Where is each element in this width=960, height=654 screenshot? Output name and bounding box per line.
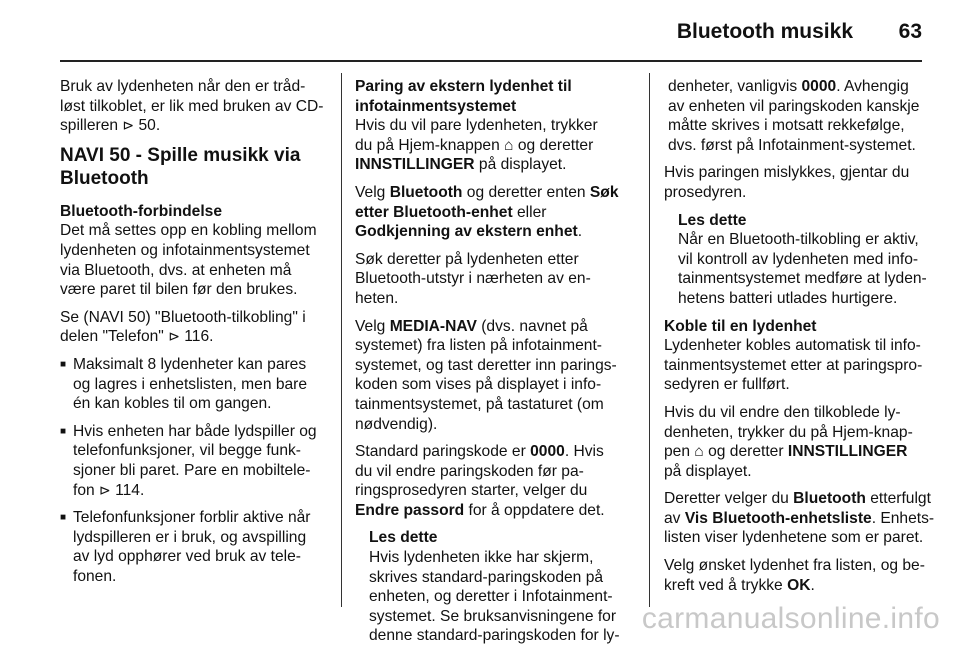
home-button-icon: ⌂: [504, 136, 514, 154]
paragraph: Velg ønsket lydenhet fra listen, og be- kreft ved å trykke OK.: [664, 557, 925, 594]
note-box: Les dette Hvis lydenheten ikke har skjerm, skrives standard-paringskoden på enheten, og deretter i Infotainment- systemet. Se bruksanvisningene for denne standard-paringskoden for ly-: [355, 528, 627, 646]
paragraph: Søk deretter på lydenheten etter Bluetooth-utstyr i nærheten av en- heten.: [355, 250, 591, 307]
intro-paragraph: Bruk av lydenheten når den er tråd- løst tilkoblet, er lik med bruken av CD- spilleren ⊳ 50.: [60, 78, 324, 135]
paragraph: Hvis paringen mislykkes, gjentar du prosedyren.: [664, 164, 910, 201]
subheading-paring: Paring av ekstern lydenhet til infotainmentsystemet: [355, 78, 572, 115]
paragraph: Hvis du vil pare lydenheten, trykker du på Hjem-knappen ⌂ og deretter INNSTILLINGER på displayet.: [355, 117, 598, 174]
paragraph: Velg MEDIA-NAV (dvs. navnet på systemet) fra listen på infotainment- systemet, og tast deretter inn parings- koden som vises på displayet i info- tainmentsystemet, på tastaturet (om nødvendig).: [355, 317, 617, 433]
paragraph: Velg Bluetooth og deretter enten Søk etter Bluetooth-enhet eller Godkjenning av ekstern enhet.: [355, 183, 619, 241]
home-button-icon: ⌂: [694, 443, 704, 461]
bullet-item: ■ Telefonfunksjoner forblir aktive når lydspilleren er i bruk, og avspilling av lyd opphører ved bruk av tele- fonen.: [60, 508, 330, 586]
watermark-logo: carmanualsonline.info: [641, 602, 940, 635]
subheading-koble-til: Koble til en lydenhet: [664, 317, 817, 335]
section-heading: NAVI 50 - Spille musikk via Bluetooth: [60, 144, 301, 189]
page-reference-icon: ⊳: [122, 117, 135, 134]
column-1: [60, 77, 330, 594]
column-divider-1: [341, 73, 342, 607]
paragraph: Deretter velger du Bluetooth etterfulgt av Vis Bluetooth-enhetsliste. Enhets- listen viser lydenhetene som er paret.: [664, 490, 935, 547]
note-title: Les dette: [369, 529, 438, 547]
bullet-item: ■ Hvis enheten har både lydspiller og telefonfunksjoner, vil begge funk- sjoner bli paret. Pare en mobiltele- fon ⊳ 114.: [60, 422, 330, 500]
page-reference-icon: ⊳: [99, 481, 111, 498]
paragraph: Se (NAVI 50) "Bluetooth-tilkobling" i delen "Telefon" ⊳ 116.: [60, 308, 306, 346]
subheading-bluetooth-forbindelse: Bluetooth-forbindelse: [60, 202, 222, 220]
column-divider-2: [649, 73, 650, 607]
note-box: Les dette Når en Bluetooth-tilkobling er aktiv, vil kontroll av lydenheten med info- tainmentsystemet medføre at lyden- hetens batteri utlades hurtigere.: [678, 211, 927, 307]
page-number: 63: [898, 20, 922, 43]
column-3: [664, 77, 935, 603]
bullet-item: ■ Maksimalt 8 lydenheter kan pares og lagres i enhetslisten, men bare én kan kobles til om gangen.: [60, 355, 330, 414]
page-reference-icon: ⊳: [168, 328, 180, 345]
column-2: [355, 77, 627, 654]
note-continuation: denheter, vanligvis 0000. Avhengig av enheten vil paringskoden kanskje måtte skrives i motsatt rekkefølge, dvs. først på Infotainment-systemet.: [668, 78, 920, 154]
header-rule: [60, 60, 922, 62]
note-title: Les dette: [678, 211, 747, 229]
paragraph: Det må settes opp en kobling mellom lydenheten og infotainmentsystemet via Bluetooth, dvs. at enheten må være paret til bilen før den brukes.: [60, 222, 317, 299]
paragraph: Hvis du vil endre den tilkoblede ly- denheten, trykker du på Hjem-knap- pen ⌂ og deretter INNSTILLINGER på displayet.: [664, 403, 913, 480]
paragraph: Lydenheter kobles automatisk til info- tainmentsystemet etter at paringspro- sedyren er fullført.: [664, 337, 923, 394]
page-header-title: Bluetooth musikk: [676, 20, 853, 43]
paragraph: Standard paringskode er 0000. Hvis du vil endre paringskoden før pa- ringsprosedyren starter, velger du Endre passord for å oppdatere det.: [355, 443, 605, 519]
